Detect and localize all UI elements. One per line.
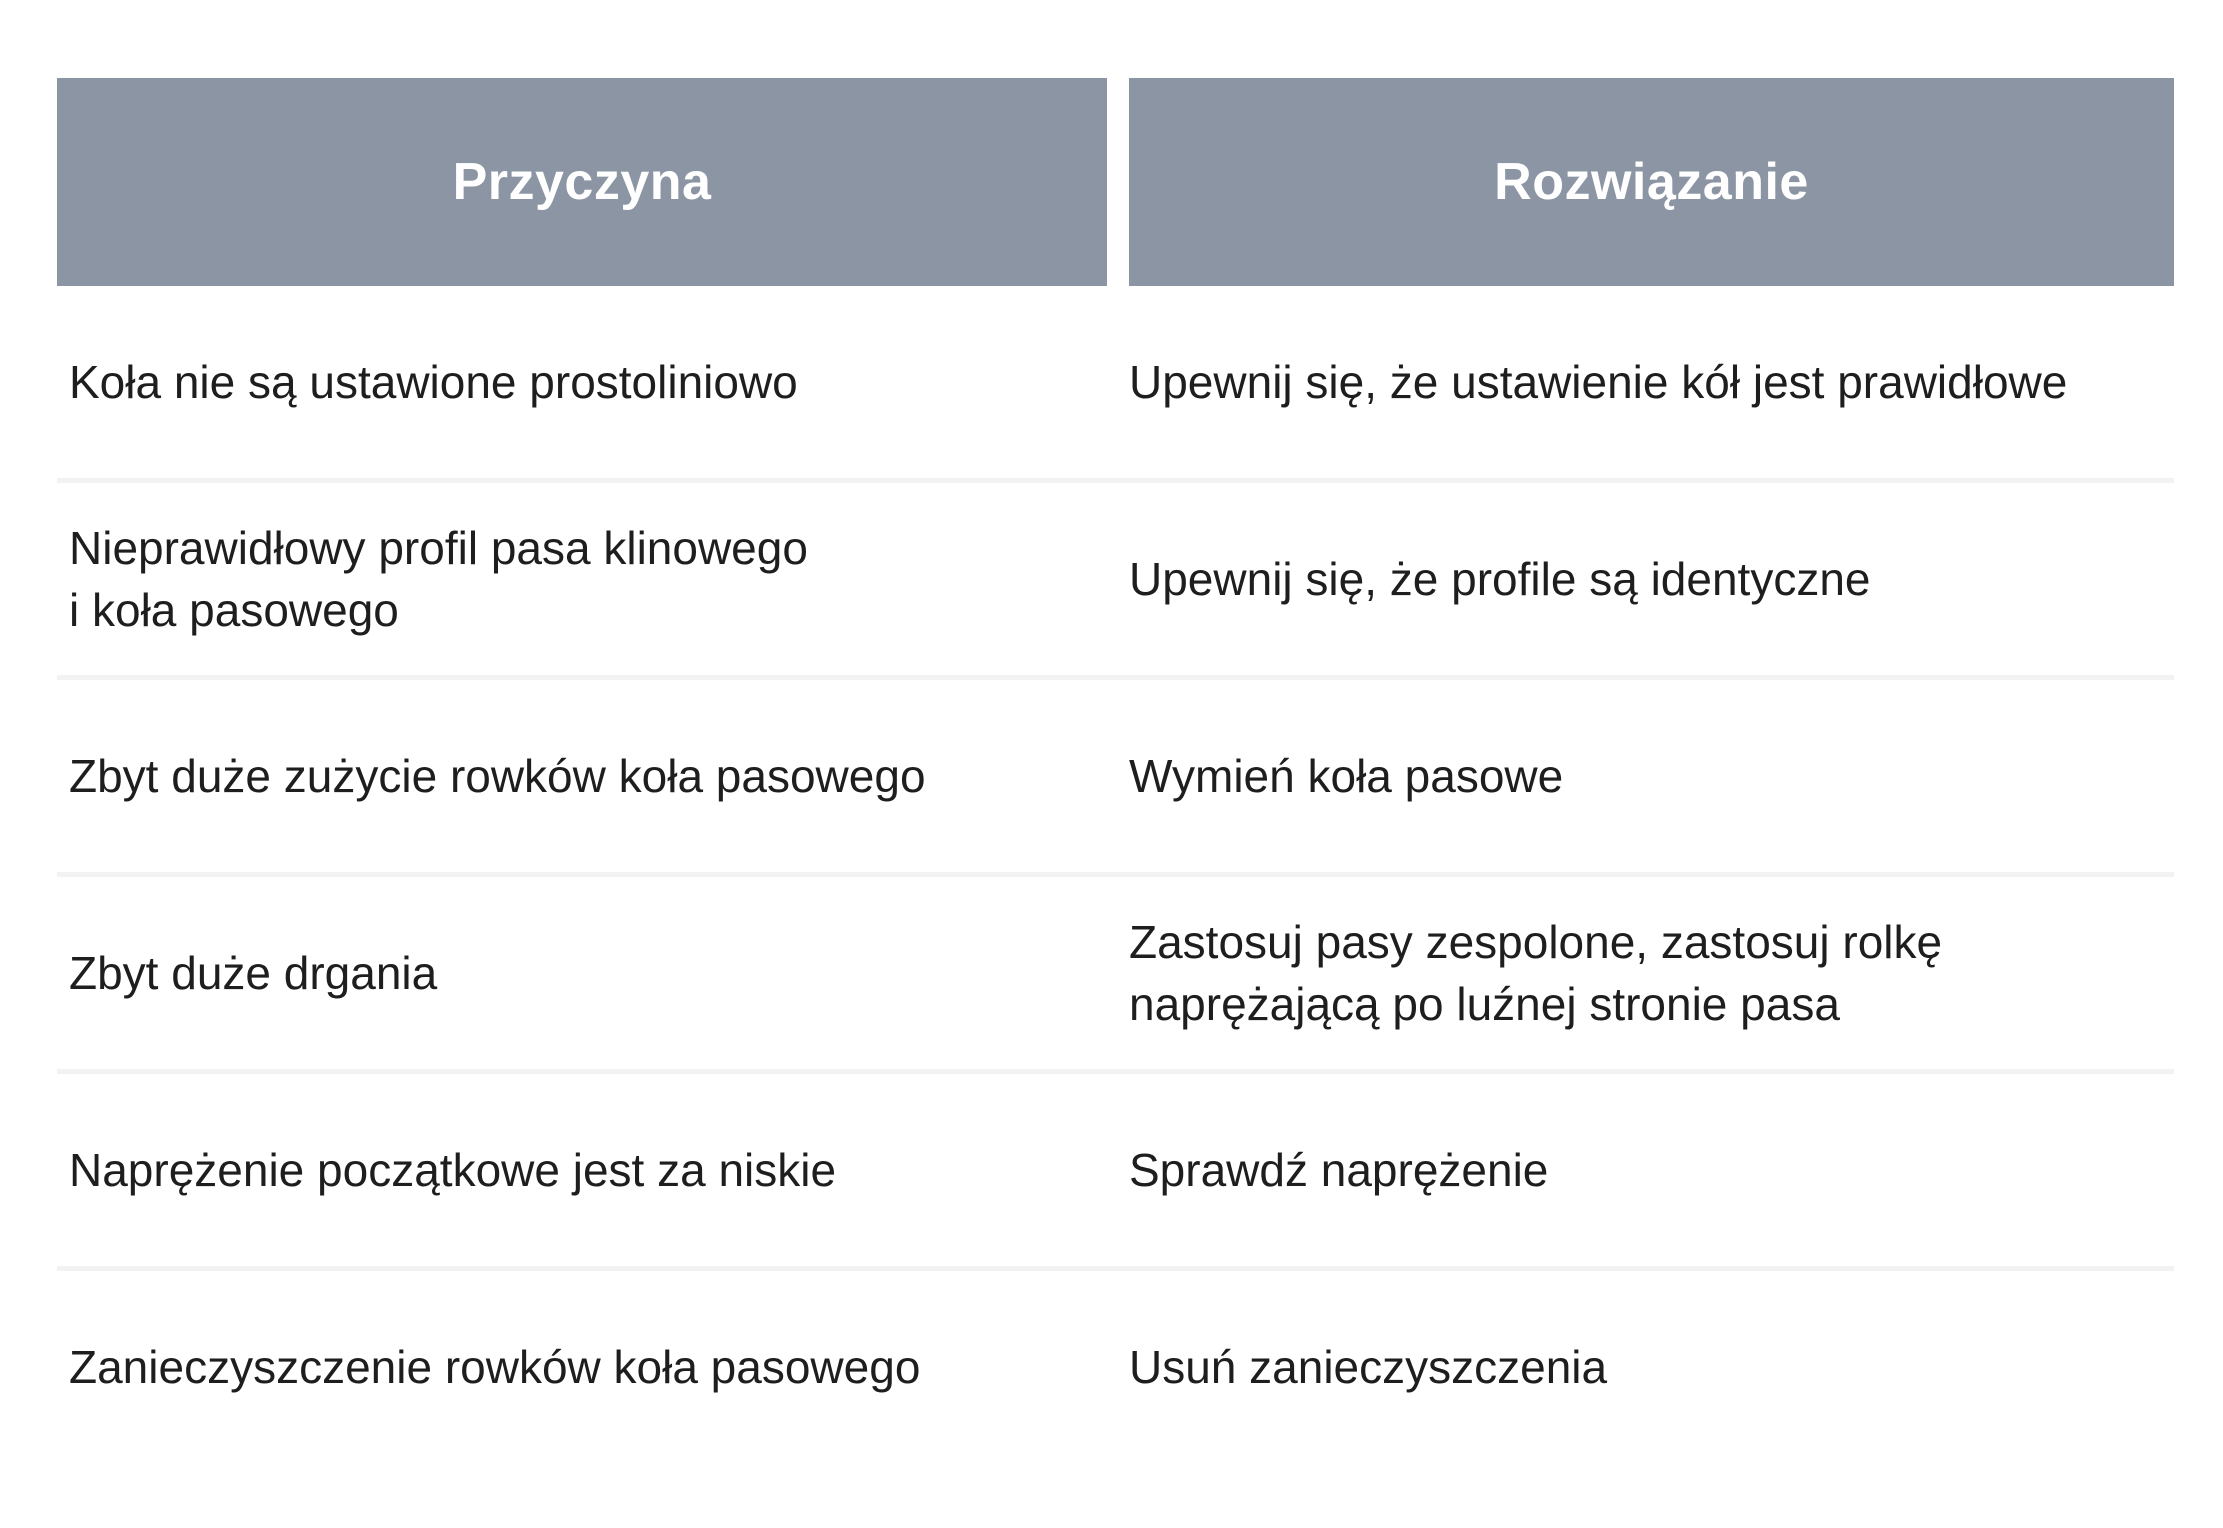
header-cause: Przyczyna <box>57 78 1107 286</box>
cause-cell: Zbyt duże drgania <box>69 947 438 999</box>
table-row <box>57 1074 2174 1271</box>
cause-cell: Zanieczyszczenie rowków koła pasowego <box>69 1341 921 1393</box>
table-row <box>57 680 2174 877</box>
solution-cell: Wymień koła pasowe <box>1129 750 1564 802</box>
header-solution: Rozwiązanie <box>1129 78 2174 286</box>
cause-cell: Zbyt duże zużycie rowków koła pasowego <box>69 750 926 802</box>
solution-cell: Upewnij się, że ustawienie kół jest prawidłowe <box>1129 356 2068 408</box>
solution-cell: Upewnij się, że profile są identyczne <box>1129 553 1871 605</box>
table-row <box>57 286 2174 483</box>
table-row <box>57 1271 2174 1463</box>
solution-cell: Usuń zanieczyszczenia <box>1129 1341 1608 1393</box>
troubleshooting-table <box>57 78 2174 1463</box>
table-header <box>57 78 2174 286</box>
header-gap <box>1107 78 1129 286</box>
solution-cell: Zastosuj pasy zespolone, zastosuj rolkę naprężającą po luźnej stronie pasa <box>1129 916 1943 1030</box>
cause-cell: Naprężenie początkowe jest za niskie <box>69 1144 837 1196</box>
cause-cell: Nieprawidłowy profil pasa klinowego i koła pasowego <box>69 522 808 636</box>
solution-cell: Sprawdź naprężenie <box>1129 1144 1549 1196</box>
table-row <box>57 483 2174 680</box>
table-row <box>57 877 2174 1074</box>
cause-cell: Koła nie są ustawione prostoliniowo <box>69 356 798 408</box>
